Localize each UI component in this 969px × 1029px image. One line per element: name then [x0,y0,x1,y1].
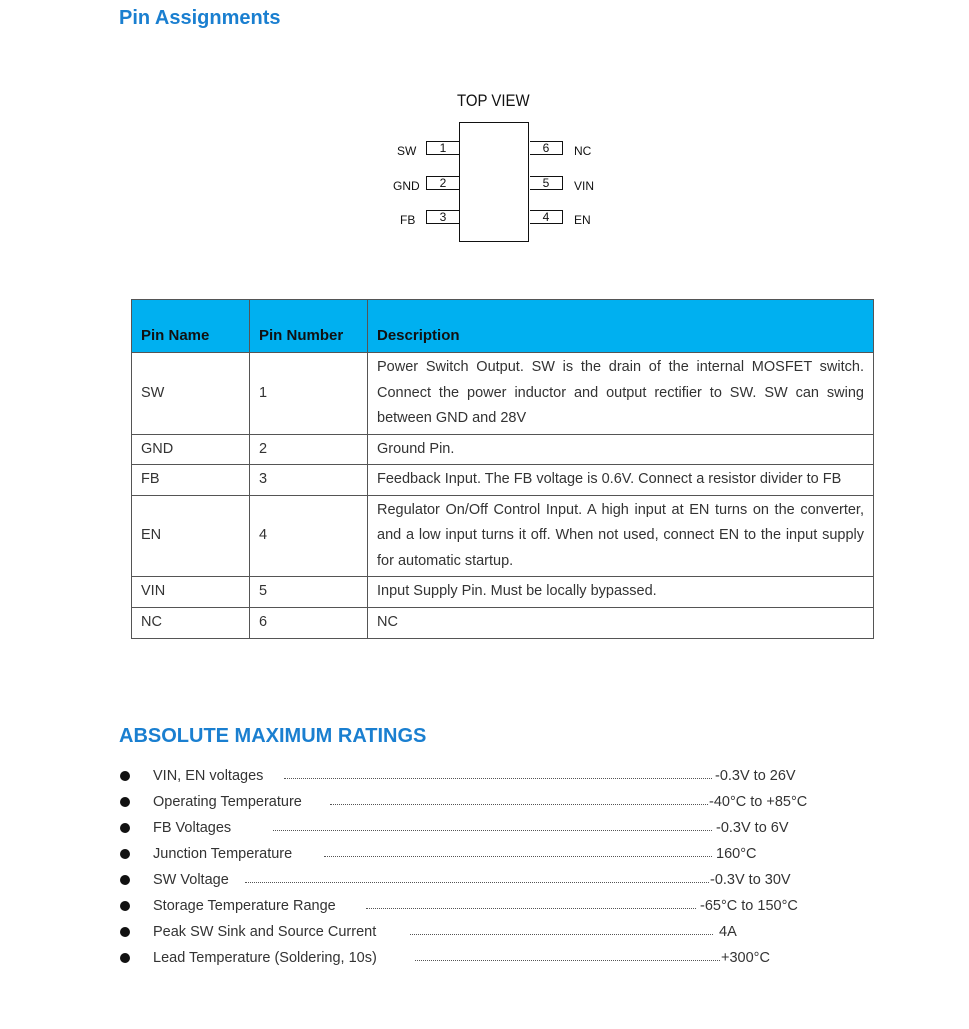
pin-label-right: VIN [574,179,595,193]
table-row [132,353,874,435]
rating-value: 4A [719,924,737,940]
dot-leader [245,882,709,883]
table-row [132,465,874,496]
pin-number-cell: 3 [250,465,368,496]
rating-value: -65°C to 150°C [700,898,798,914]
pin-number-box: 6 [530,141,563,155]
pin-name-cell: VIN [132,577,250,608]
dot-leader [366,908,696,909]
pin-number-box: 3 [426,210,459,224]
pin-description-cell: Feedback Input. The FB voltage is 0.6V. Connect a resistor divider to FB [368,465,874,496]
pin-name-cell: SW [132,353,250,435]
rating-name: Lead Temperature (Soldering, 10s) [153,950,377,966]
pin-table [131,299,874,639]
pin-number-cell: 6 [250,608,368,639]
pin-name-cell: NC [132,608,250,639]
rating-value: 160°C [716,846,757,862]
rating-name: FB Voltages [153,820,232,836]
dot-leader [324,856,712,857]
table-row [132,577,874,608]
column-header: Description [368,300,874,353]
bullet-icon [120,875,130,885]
bullet-icon [120,823,130,833]
bullet-icon [120,953,130,963]
dot-leader [273,830,712,831]
pin-number-cell: 5 [250,577,368,608]
rating-value: +300°C [721,950,770,966]
rating-name: VIN, EN voltages [153,768,264,784]
chip-body [459,122,529,242]
table-row [132,495,874,577]
rating-value: -0.3V to 26V [715,768,796,784]
rating-name: SW Voltage [153,872,229,888]
pin-name-cell: FB [132,465,250,496]
rating-name: Junction Temperature [153,846,293,862]
pin-number-cell: 2 [250,434,368,465]
dot-leader [330,804,708,805]
bullet-icon [120,797,130,807]
pin-name-cell: GND [132,434,250,465]
pin-diagram [380,88,610,258]
pin-label-left: SW [397,144,417,158]
pin-name-cell: EN [132,495,250,577]
pin-number-box: 4 [530,210,563,224]
table-row [132,434,874,465]
bullet-icon [120,927,130,937]
rating-name: Operating Temperature [153,794,302,810]
bullet-icon [120,771,130,781]
dot-leader [415,960,720,961]
rating-value: -0.3V to 6V [716,820,789,836]
bullet-icon [120,901,130,911]
rating-name: Peak SW Sink and Source Current [153,924,377,940]
pin-label-right: NC [574,144,592,158]
dot-leader [410,934,713,935]
column-header: Pin Name [132,300,250,353]
rating-value: -0.3V to 30V [710,872,791,888]
absolute-maximum-ratings-heading: ABSOLUTE MAXIMUM RATINGS [119,725,427,747]
pin-description-cell: Input Supply Pin. Must be locally bypassed. [368,577,874,608]
pin-number-box: 5 [530,176,563,190]
rating-value: -40°C to +85°C [709,794,808,810]
top-view-label: TOP VIEW [457,91,530,110]
pin-number-cell: 1 [250,353,368,435]
rating-name: Storage Temperature Range [153,898,336,914]
pin-description-cell: Ground Pin. [368,434,874,465]
pin-assignments-heading: Pin Assignments [119,7,281,29]
pin-description-cell: Regulator On/Off Control Input. A high input at EN turns on the converter, and a low input turns it off. When not used, connect EN to the input supply for automatic startup. [368,495,874,577]
bullet-icon [120,849,130,859]
pin-number-box: 1 [426,141,459,155]
pin-description-cell: NC [368,608,874,639]
column-header: Pin Number [250,300,368,353]
pin-label-left: GND [393,179,420,193]
table-row [132,608,874,639]
pin-number-box: 2 [426,176,459,190]
table-header-row [132,300,874,353]
dot-leader [284,778,712,779]
pin-label-left: FB [400,213,416,227]
pin-label-right: EN [574,213,591,227]
pin-number-cell: 4 [250,495,368,577]
pin-description-cell: Power Switch Output. SW is the drain of the internal MOSFET switch. Connect the power inductor and output rectifier to SW. SW can swing between GND and 28V [368,353,874,435]
